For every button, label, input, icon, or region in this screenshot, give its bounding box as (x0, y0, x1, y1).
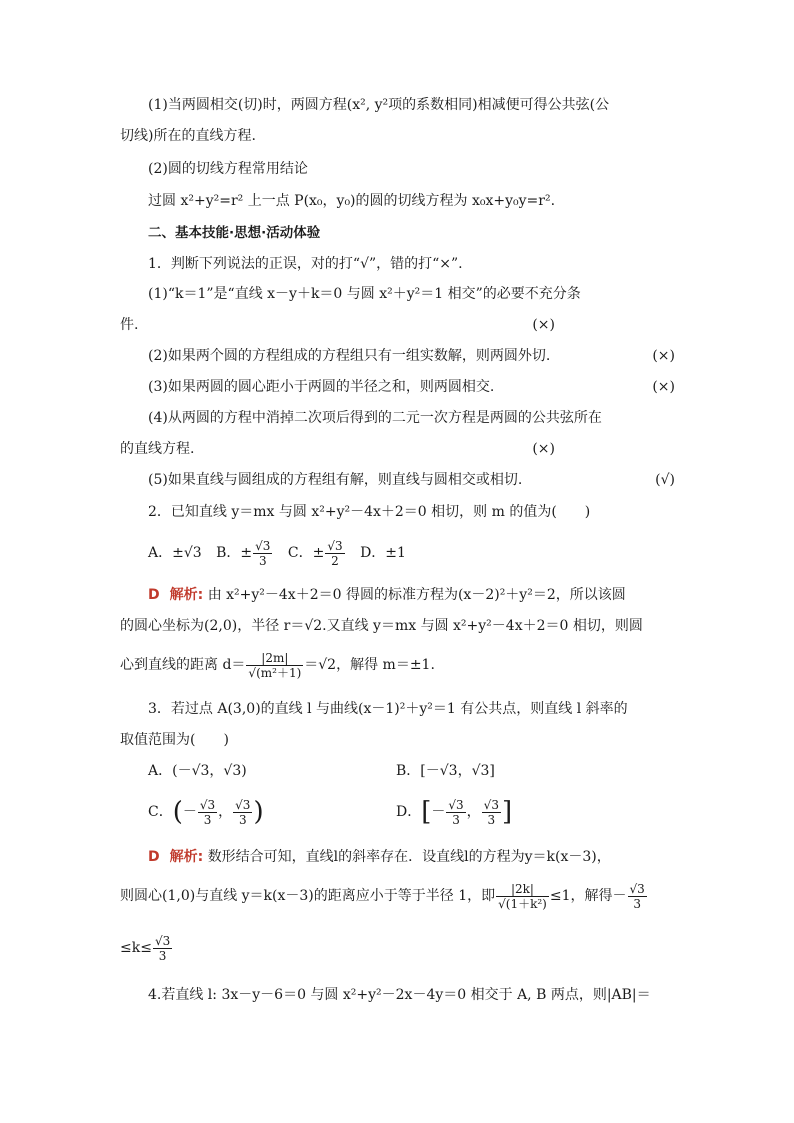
q1-item-5-text: (5)如果直线与圆组成的方程组有解，则直线与圆相交或相切. (148, 472, 523, 488)
q3-option-b: B．[－√3，√3] (396, 763, 495, 779)
question-3-stem-line2: 取值范围为( ) (120, 732, 229, 748)
q2-options (148, 536, 703, 570)
q1-item-1-text: 件. (120, 317, 139, 333)
q3-solution-label: 解析: (169, 849, 204, 865)
q2-option-c: C．± $\frac{√3}{2}$ (287, 538, 343, 568)
q2-option-b: B．± $\frac{√3}{3}$ (216, 538, 271, 568)
para-tangent-title: (2)圆的切线方程常用结论 (148, 161, 308, 177)
q1-item-4-mark: (×) (532, 441, 555, 457)
q2-solution-label: 解析: (169, 587, 204, 603)
q1-item-2-mark: (×) (652, 348, 675, 364)
q2-option-a: A．±√3 (148, 545, 202, 561)
q1-item-5 (148, 465, 675, 496)
section-heading: 二、基本技能·思想·活动体验 (148, 225, 321, 241)
q1-item-3-text: (3)如果两圆的圆心距小于两圆的半径之和，则两圆相交. (148, 379, 495, 395)
q2-solution-line2: 的圆心坐标为(2,0)，半径 r＝√2.又直线 y＝mx 与圆 x²+y²－4x＋2＝0 相切，则圆 (120, 618, 643, 634)
q1-item-1-line1: (1)“k＝1”是“直线 x－y＋k＝0 与圆 x²＋y²＝1 相交”的必要不充分条 (148, 286, 581, 302)
q2-solution-line3: 心到直线的距离 d＝ $\frac{|2m|}{\text{√(m²＋1)}}$ ＝√2，解得 m＝±1. (120, 650, 435, 680)
q1-item-3 (148, 372, 675, 403)
q2-option-d: D．±1 (360, 545, 406, 561)
question-2-stem: 2．已知直线 y＝mx 与圆 x²+y²－4x＋2＝0 相切，则 m 的值为( ) (148, 504, 591, 520)
para-common-chord-2: 切线)所在的直线方程. (120, 128, 256, 144)
q3-solution-line1: D 解析: 数形结合可知，直线l的斜率存在．设直线l的方程为y＝k(x－3)， (148, 849, 611, 865)
q3-solution-line3: ≤k≤ $\frac{√3}{3}$ (120, 933, 171, 963)
q1-item-1-mark: (×) (532, 317, 555, 333)
question-1-stem: 1．判断下列说法的正误，对的打“√”，错的打“×”. (148, 256, 463, 272)
q3-option-c: C．(－ $\frac{√3}{3}$ ， $\frac{√3}{3}$ ) (148, 797, 264, 827)
q1-item-2-text: (2)如果两个圆的方程组成的方程组只有一组实数解，则两圆外切. (148, 348, 551, 364)
question-4-stem: 4.若直线 l: 3x－y－6＝0 与圆 x²+y²－2x－4y＝0 相交于 A, B 两点，则|AB|＝ (148, 987, 651, 1003)
q2-answer-key: D (148, 587, 160, 603)
q1-item-4-text: 的直线方程. (120, 441, 195, 457)
q1-item-2 (148, 341, 675, 372)
para-common-chord-1: (1)当两圆相交(切)时，两圆方程(x², y²项的系数相同)相减便可得公共弦(公 (148, 97, 610, 113)
q2-solution-line1: D 解析: 由 x²+y²－4x＋2＝0 得圆的标准方程为(x－2)²＋y²＝2，所以该圆 (148, 587, 626, 603)
para-tangent-formula: 过圆 x²+y²=r² 上一点 P(x₀，y₀)的圆的切线方程为 x₀x+y₀y=r². (148, 193, 556, 209)
q3-option-a: A．(－√3，√3) (148, 763, 247, 779)
q1-item-4-line2 (120, 434, 675, 465)
q3-solution-line2: 则圆心(1,0)与直线 y＝k(x－3)的距离应小于等于半径 1，即 $\frac{|2k|}{\text{√(1＋k²)}}$ ≤1，解得－ $\frac{√3}{3}$ (120, 881, 645, 911)
question-3-stem-line1: 3．若过点 A(3,0)的直线 l 与曲线(x－1)²＋y²＝1 有公共点，则直线 l 斜率的 (148, 701, 628, 717)
q3-answer-key: D (148, 849, 160, 865)
q1-item-3-mark: (×) (652, 379, 675, 395)
q1-item-4-line1: (4)从两圆的方程中消掉二次项后得到的二元一次方程是两圆的公共弦所在 (148, 410, 602, 426)
q3-option-d: D．[－ $\frac{√3}{3}$ ， $\frac{√3}{3}$ ] (396, 797, 513, 827)
q1-item-1-line2 (120, 310, 675, 341)
q1-item-5-mark: (√) (655, 472, 675, 488)
